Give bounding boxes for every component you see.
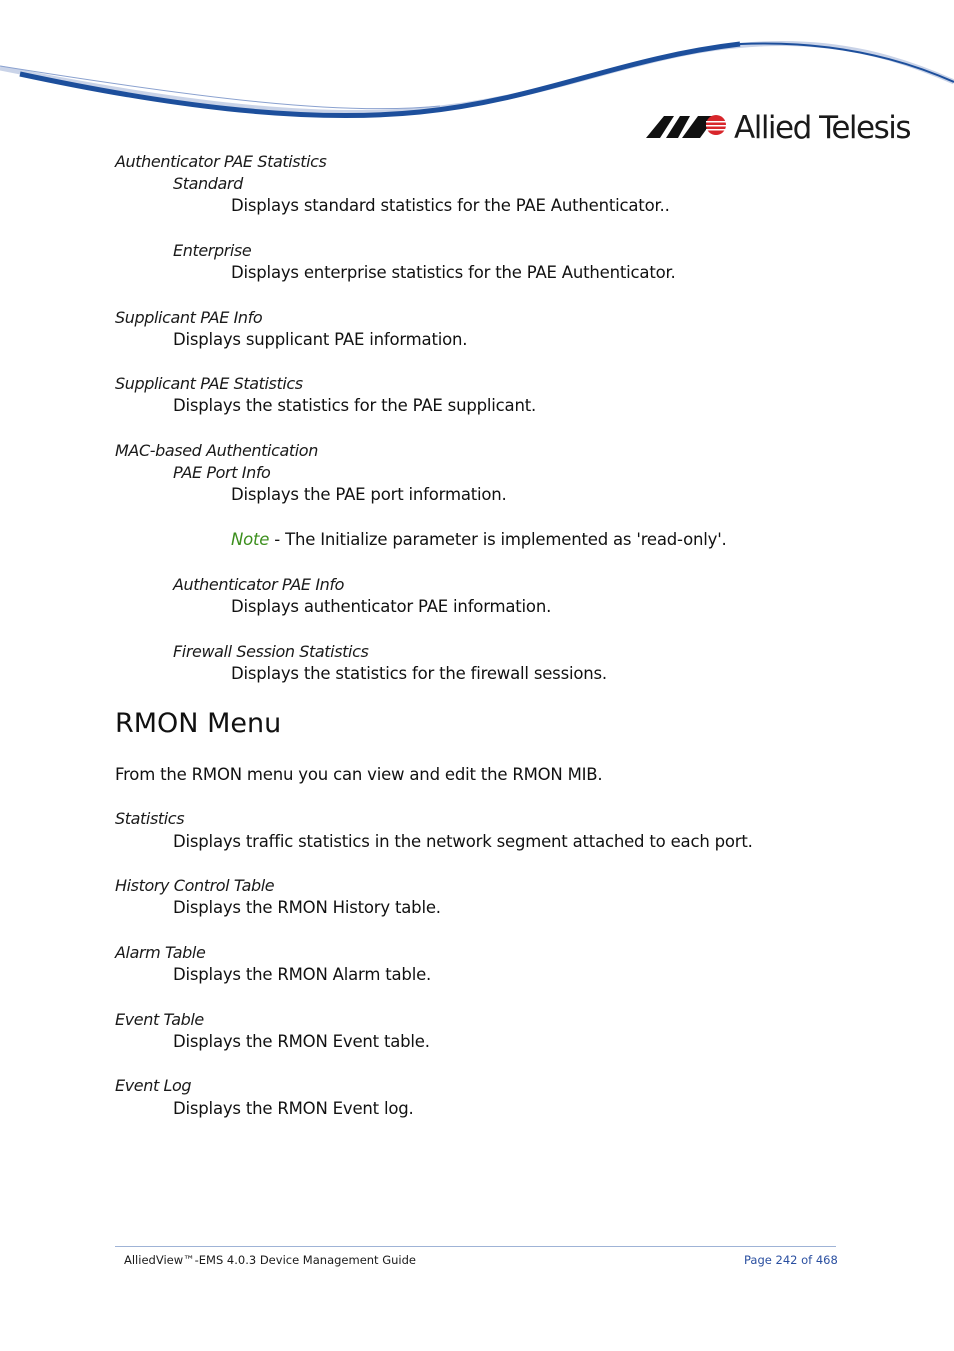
rmon-item-label: Statistics	[115, 809, 185, 828]
section-heading: RMON Menu	[115, 708, 282, 739]
rmon-item-label: Alarm Table	[115, 943, 206, 962]
rmon-item-description: Displays the RMON Event table.	[173, 1032, 430, 1051]
logo-mark-icon	[646, 108, 728, 148]
rmon-item-description: Displays the RMON Event log.	[173, 1099, 414, 1118]
note-label: Note	[231, 530, 270, 549]
item-description: Displays standard statistics for the PAE Authenticator..	[231, 196, 670, 215]
rmon-item-description: Displays the RMON Alarm table.	[173, 965, 432, 984]
page-number: Page 242 of 468	[744, 1253, 838, 1267]
rmon-item-label: Event Table	[115, 1010, 204, 1029]
note	[231, 529, 727, 551]
item-description: Displays the statistics for the PAE supplicant.	[173, 396, 537, 415]
rmon-item-label: Event Log	[115, 1076, 192, 1095]
footer-divider	[115, 1246, 836, 1247]
section-intro: From the RMON menu you can view and edit the RMON MIB.	[115, 765, 603, 784]
item-description: Displays the statistics for the firewall sessions.	[231, 664, 607, 683]
item-label: Supplicant PAE Statistics	[115, 374, 303, 393]
footer-title: AlliedView™-EMS 4.0.3 Device Management Guide	[124, 1253, 416, 1267]
rmon-item-description: Displays traffic statistics in the network segment attached to each port.	[173, 832, 753, 851]
item-description: Displays authenticator PAE information.	[231, 597, 552, 616]
item-label: MAC-based Authentication	[115, 441, 318, 460]
item-label: Firewall Session Statistics	[173, 642, 369, 661]
item-label: Enterprise	[173, 241, 252, 260]
note-text: - The Initialize parameter is implemented as 'read-only'.	[269, 530, 727, 549]
item-label: Authenticator PAE Statistics	[115, 152, 327, 171]
item-description: Displays enterprise statistics for the PAE Authenticator.	[231, 263, 676, 282]
rmon-item-description: Displays the RMON History table.	[173, 898, 441, 917]
item-description: Displays supplicant PAE information.	[173, 330, 468, 349]
logo-wordmark: Allied Telesis	[734, 110, 910, 146]
item-description: Displays the PAE port information.	[231, 485, 507, 504]
item-label: Authenticator PAE Info	[173, 575, 345, 594]
item-label: Standard	[173, 174, 243, 193]
item-label: PAE Port Info	[173, 463, 271, 482]
allied-telesis-logo	[646, 108, 910, 148]
rmon-item-label: History Control Table	[115, 876, 275, 895]
item-label: Supplicant PAE Info	[115, 308, 263, 327]
